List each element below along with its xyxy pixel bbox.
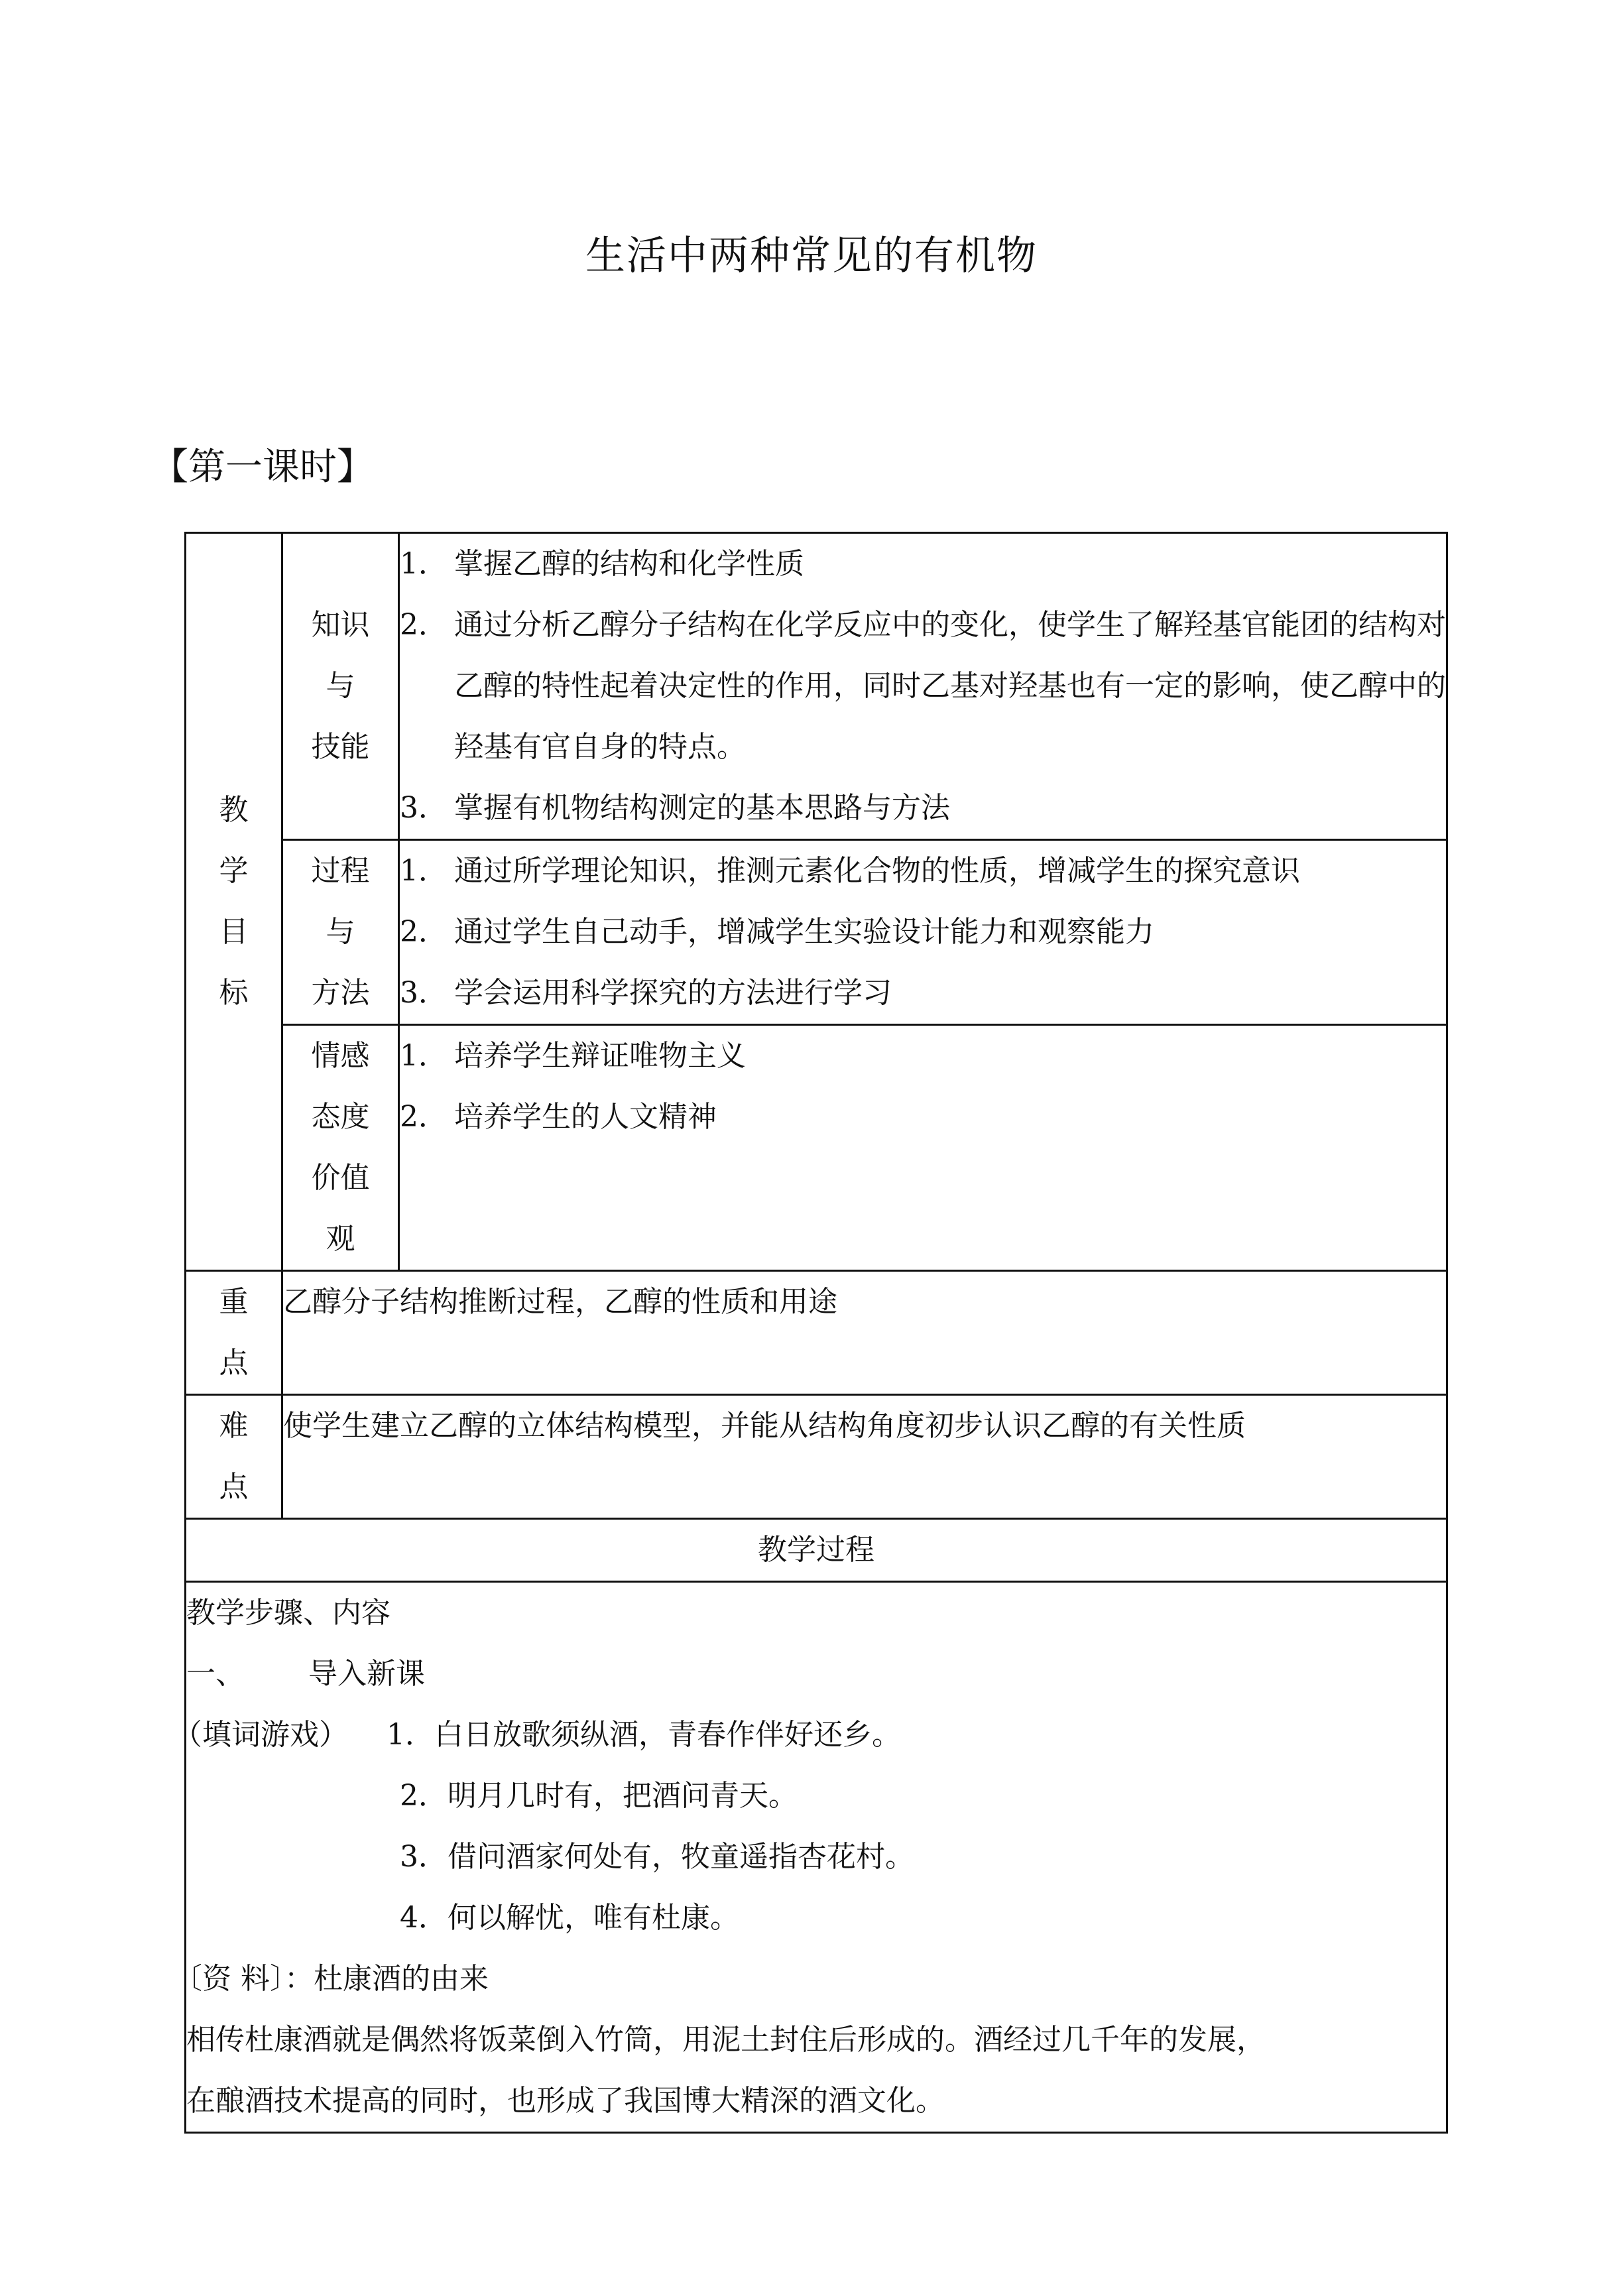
knowledge-skills-label: 知识 与 技能: [282, 533, 399, 840]
difficult-points-row: [186, 1395, 1447, 1519]
material-text: 相传杜康酒就是偶然将饭菜倒入竹筒，用泥土封住后形成的。酒经过几千年的发展，: [186, 2023, 1266, 2057]
process-method-label: 过程 与 方法: [282, 840, 399, 1025]
lesson-label: 【第一课时】: [151, 446, 374, 489]
steps-label: 教学步骤、内容: [186, 1596, 391, 1630]
list-item: 1． 掌握乙醇的结构和化学性质: [400, 547, 804, 581]
attitude-values-items: [399, 1025, 1447, 1271]
objective-row-process: [186, 840, 1447, 1025]
poem-item: 2．明月几时有，把酒问青天。: [400, 1779, 798, 1813]
process-body: [173, 1582, 1447, 2133]
process-header: 教学过程: [186, 1519, 1447, 1582]
knowledge-skills-items: [399, 533, 1447, 840]
section-heading: 一、 导入新课: [186, 1657, 425, 1691]
page-title: 生活中两种常见的有机物: [585, 233, 1038, 279]
material-label: 〔资 料〕：杜康酒的由来: [173, 1962, 489, 1996]
objective-row-attitude: [186, 1025, 1447, 1271]
poem-item: 4．何以解忧，唯有杜康。: [400, 1901, 739, 1935]
difficult-points-text: 使学生建立乙醇的立体结构模型，并能从结构角度初步认识乙醇的有关性质: [282, 1395, 1447, 1519]
key-points-row: [186, 1271, 1447, 1395]
objective-row-knowledge: [186, 533, 1447, 840]
process-header-row: [186, 1519, 1447, 1582]
game-label: （填词游戏）: [173, 1718, 348, 1752]
objectives-label: 教 学 目 标: [186, 533, 282, 1271]
key-points-text: 乙醇分子结构推断过程，乙醇的性质和用途: [282, 1271, 1447, 1395]
lesson-plan-table: [173, 532, 1448, 2134]
list-item: 2． 培养学生的人文精神: [400, 1100, 717, 1134]
list-item: 2． 通过分析乙醇分子结构在化学反应中的变化，使学生了解羟基官能团的结构对乙醇的特性起着决定性的作用，同时乙基对羟基也有一定的影响，使乙醇中的羟基有官自身的特点。: [400, 608, 1446, 764]
list-item: 3． 学会运用科学探究的方法进行学习: [400, 976, 892, 1010]
poem-item: 3．借问酒家何处有，牧童遥指杏花村。: [400, 1840, 914, 1874]
list-item: 3． 掌握有机物结构测定的基本思路与方法: [400, 791, 950, 825]
list-item: 1． 通过所学理论知识，推测元素化合物的性质，增减学生的探究意识: [400, 854, 1300, 888]
poem-item: （填词游戏） 1．白日放歌须纵酒，青春作伴好还乡。: [186, 1705, 1446, 1766]
attitude-values-label: 情感 态度 价值 观: [282, 1025, 399, 1271]
difficult-points-label: 难 点: [186, 1395, 282, 1519]
list-item: 2． 通过学生自己动手，增减学生实验设计能力和观察能力: [400, 915, 1154, 949]
process-body-row: [186, 1582, 1447, 2133]
list-item: 1． 培养学生辩证唯物主义: [400, 1039, 746, 1073]
material-text: 在酿酒技术提高的同时，也形成了我国博大精深的酒文化。: [186, 2084, 945, 2118]
key-points-label: 重 点: [186, 1271, 282, 1395]
process-method-items: [399, 840, 1447, 1025]
